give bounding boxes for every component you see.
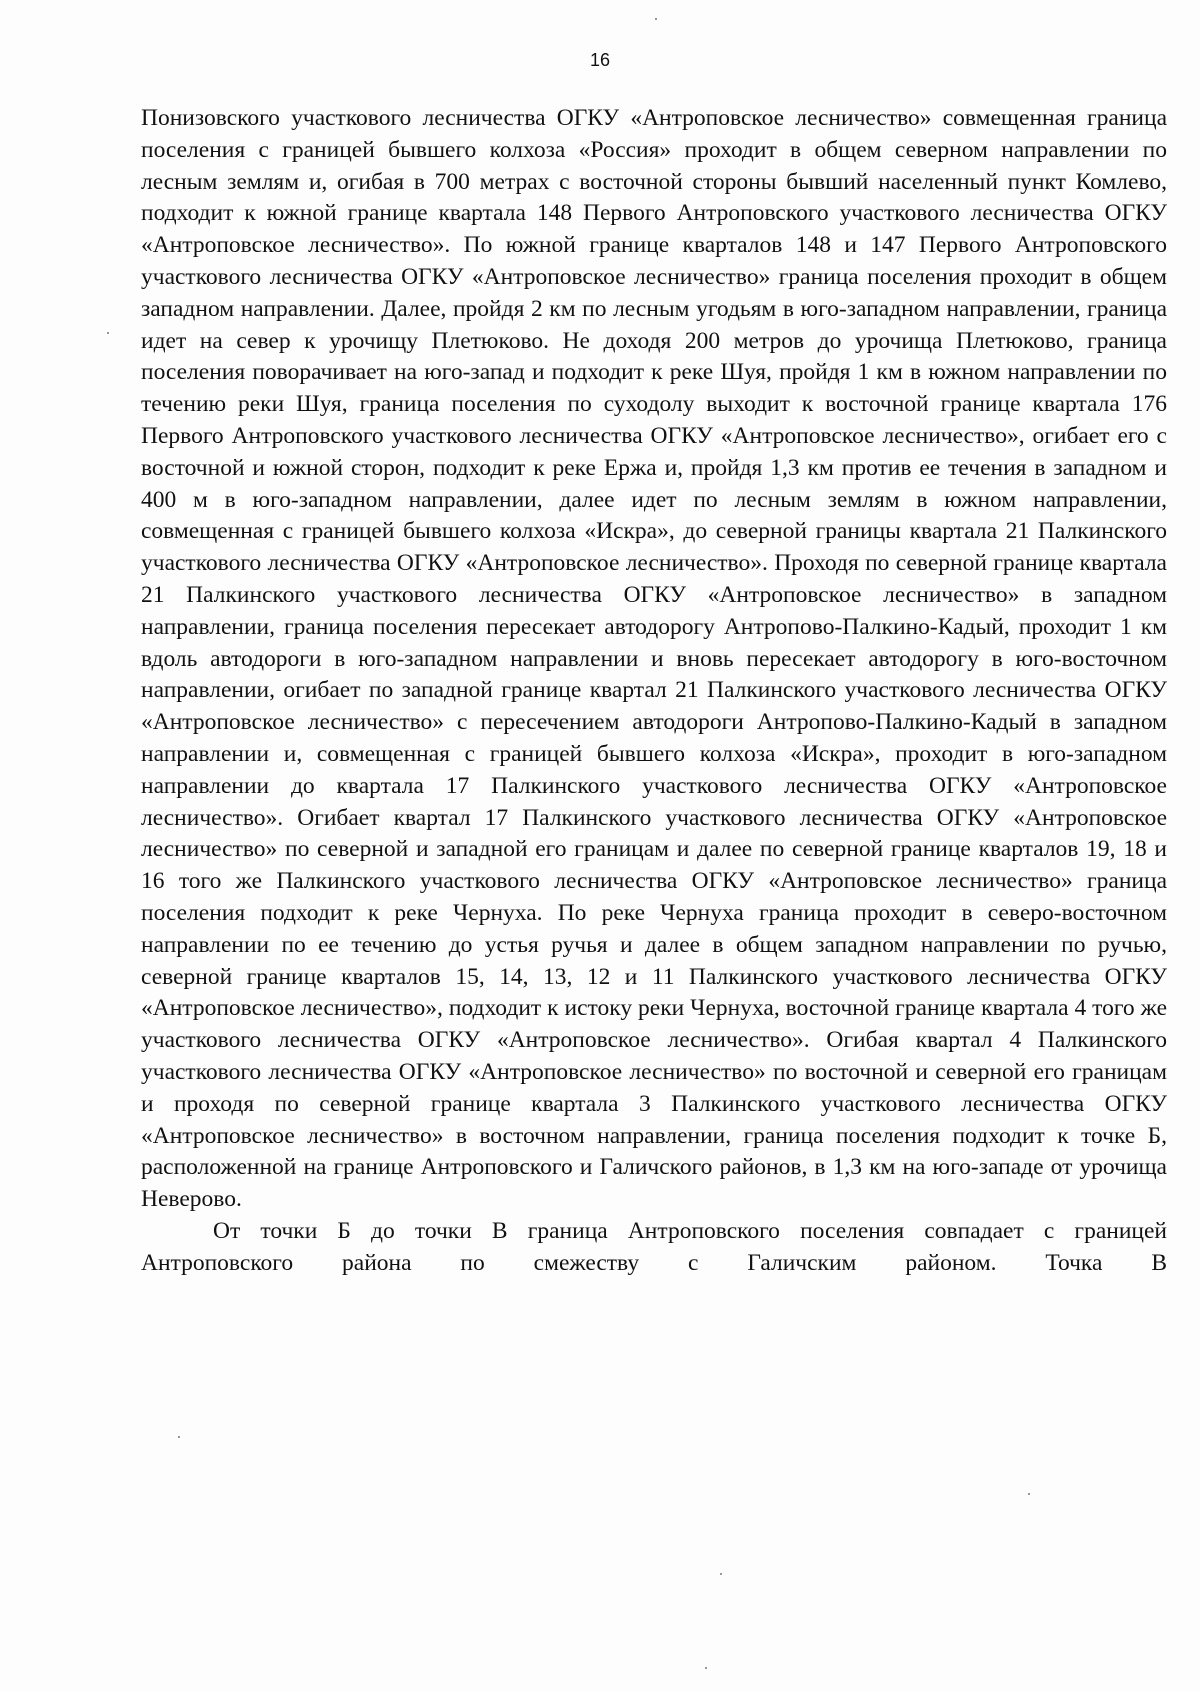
scan-speck <box>107 332 109 334</box>
scan-speck <box>720 1573 722 1575</box>
scan-speck <box>178 1436 180 1438</box>
scan-speck <box>1028 1493 1030 1495</box>
page-number: 16 <box>589 50 611 70</box>
paragraph-point-b-to-v: От точки Б до точки В граница Антроповского поселения совпадает с границей Антроповского района по смежеству с Галичским районом. Точка В <box>141 1217 1167 1276</box>
scan-speck <box>655 18 657 20</box>
paragraph-boundary-description: Понизовского участкового лесничества ОГКУ «Антроповское лесничество» совмещенная граница поселения с границей бывшего колхоза «Россия» проходит в общем северном направлении по лесным землям и, огибая в 700 метрах с восточной стороны бывший населенный пункт Комлево, подходит к южной границе квартала 148 Первого Антроповского участкового лесничества ОГКУ «Антроповское лесничество». По южной границе кварталов 148 и 147 Первого Антроповского участкового лесничества ОГКУ «Антроповское лесничество» граница поселения проходит в общем западном направлении. Далее, пройдя 2 км по лесным угодьям в юго-западном направлении, граница идет на север к урочищу Плетюково. Не доходя 200 метров до урочища Плетюково, граница поселения поворачивает на юго-запад и подходит к реке Шуя, пройдя 1 км в южном направлении по течению реки Шуя, граница поселения по суходолу выходит к восточной границе квартала 176 Первого Антроповского участкового лесничества ОГКУ «Антроповское лесничество», огибает его с восточной и южной сторон, подходит к реке Ержа и, пройдя 1,3 км против ее течения в западном и 400 м в юго-западном направлении, далее идет по лесным землям в южном направлении, совмещенная с границей бывшего колхоза «Искра», до северной границы квартала 21 Палкинского участкового лесничества ОГКУ «Антроповское лесничество». Проходя по северной границе квартала 21 Палкинского участкового лесничества ОГКУ «Антроповское лесничество» в западном направлении, граница поселения пересекает автодорогу Антропово-Палкино-Кадый, проходит 1 км вдоль автодороги в юго-западном направлении и вновь пересекает автодорогу в юго-восточном направлении, огибает по западной границе квартал 21 Палкинского участкового лесничества ОГКУ «Антроповское лесничество» с пересечением автодороги Антропово-Палкино-Кадый в западном направлении и, совмещенная с границей бывшего колхоза «Искра», проходит в юго-западном направлении до квартала 17 Палкинского участкового лесничества ОГКУ «Антроповское лесничество». Огибает квартал 17 Палкинского участкового лесничества ОГКУ «Антроповское лесничество» по северной и западной его границам и далее по северной границе кварталов 19, 18 и 16 того же Палкинского участкового лесничества ОГКУ «Антроповское лесничество» граница поселения подходит к реке Чернуха. По реке Чернуха граница проходит в северо-восточном направлении по ее течению до устья ручья и далее в общем западном направлении по ручью, северной границе кварталов 15, 14, 13, 12 и 11 Палкинского участкового лесничества ОГКУ «Антроповское лесничество», подходит к истоку реки Чернуха, восточной границе квартала 4 того же участкового лесничества ОГКУ «Антроповское лесничество». Огибая квартал 4 Палкинского участкового лесничества ОГКУ «Антроповское лесничество» по восточной и северной его границам и проходя по северной границе квартала 3 Палкинского участкового лесничества ОГКУ «Антроповское лесничество» в восточном направлении, граница поселения подходит к точке Б, расположенной на границе Антроповского и Галичского районов, в 1,3 км на юго-западе от урочища Неверово. <box>141 105 1167 1213</box>
document-body <box>141 103 1167 1279</box>
scan-speck <box>705 1667 707 1669</box>
